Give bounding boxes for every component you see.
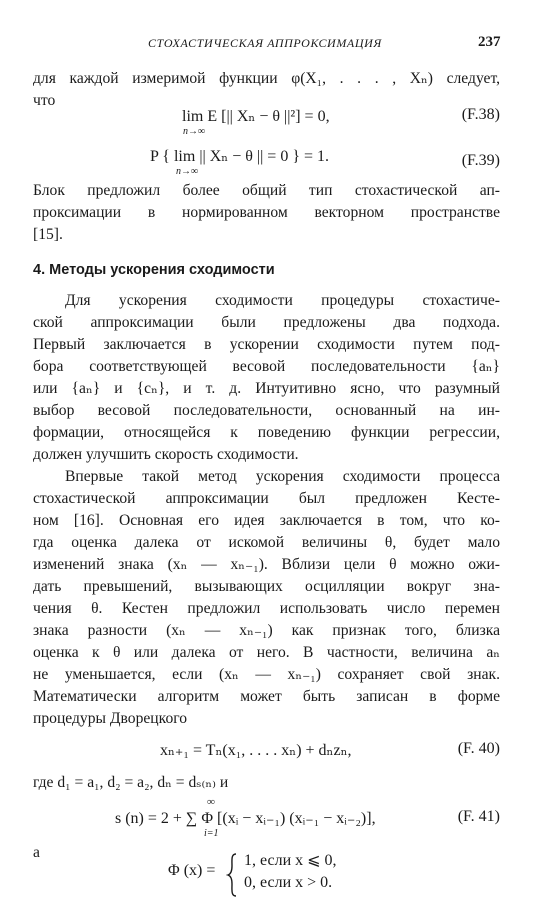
text-line: [15]. [33,226,63,243]
text-line: что [33,92,56,109]
sum-upper-limit: ∞ [207,796,215,808]
section-heading: 4. Методы ускорения сходимости [33,262,275,278]
text-line: или {aₙ} и {cₙ}, и т. д. Интуитивно ясно, что разумный [33,380,500,397]
text-line: чения θ. Кестен предложил использовать число перемен [33,600,500,617]
text-line: Математически алгоритм может быть записан в форме [33,688,500,705]
left-brace-icon [226,852,238,898]
equation-formula: lim E [|| Xₙ − θ ||²] = 0, [182,108,330,125]
text-line: процедуры Дворецкого [33,710,188,727]
text-line: оценка к θ или далека от него. В частности, величина aₙ [33,644,500,661]
text-line: ном [16]. Основная его идея заключается в том, что ко- [33,512,500,529]
equation-limit-subscript: n→∞ [176,166,199,177]
equation-number: (F. 41) [457,808,500,825]
text-line: знака разности (xₙ — xₙ₋₁) как признак того, близка [33,622,500,639]
sum-lower-limit: i=1 [204,828,219,839]
text-line: а [33,844,40,861]
text-line: ской аппроксимации были предложены два подхода. [33,314,500,331]
equation-number: (F.38) [461,106,500,123]
equation-lhs: Φ (x) = [168,862,216,879]
text-line: выбор весовой последовательности, основанный на ин- [33,402,500,419]
text-line: проксимации в нормированном векторном пространстве [33,204,500,221]
text-line: стохастической аппроксимации был предложен Кесте- [33,490,500,507]
text-line: не уменьшается, если (xₙ — xₙ₋₁) сохраняет свой знак. [33,666,500,683]
text-line: для каждой измеримой функции φ(X₁, . . . , Xₙ) следует, [33,70,500,87]
text-line: Первый заключается в ускорении сходимости путем под- [33,336,500,353]
equation-formula: xₙ₊₁ = Tₙ(x₁, . . . . xₙ) + dₙzₙ, [160,742,352,759]
text-line: Для ускорения сходимости процедуры стохастиче- [65,292,500,309]
text-line: изменений знака (xₙ — xₙ₋₁). Вблизи цели θ можно ожи- [33,556,500,573]
text-line: должен улучшить скорость сходимости. [33,446,299,463]
text-line: гда оценка далека от искомой величины θ, будет мало [33,534,500,551]
case-line: 0, если x > 0. [244,874,333,891]
text-line: Блок предложил более общий тип стохастической ап- [33,182,500,199]
equation-limit-subscript: n→∞ [183,126,206,137]
running-title: СТОХАСТИЧЕСКАЯ АППРОКСИМАЦИЯ [148,36,382,50]
text-line: формации, относящейся к поведению функции регрессии, [33,424,500,441]
text-line: бора соответствующей весовой последовательности {aₙ} [33,358,500,375]
text-line: дать превышений, вызывающих осцилляции вокруг зна- [33,578,500,595]
case-line: 1, если x ⩽ 0, [244,852,337,869]
text-line: Впервые такой метод ускорения сходимости процесса [65,468,500,485]
equation-formula: s (n) = 2 + ∑ Φ [(xᵢ − xᵢ₋₁) (xᵢ₋₁ − xᵢ₋₂)], [115,810,376,827]
text-line: где d₁ = a₁, d₂ = a₂, dₙ = dₛ₍ₙ₎ и [33,774,229,791]
equation-formula: P { lim || Xₙ − θ || = 0 } = 1. [150,148,330,165]
equation-number: (F. 40) [457,740,500,757]
equation-number: (F.39) [461,152,500,169]
page-number: 237 [478,34,501,50]
